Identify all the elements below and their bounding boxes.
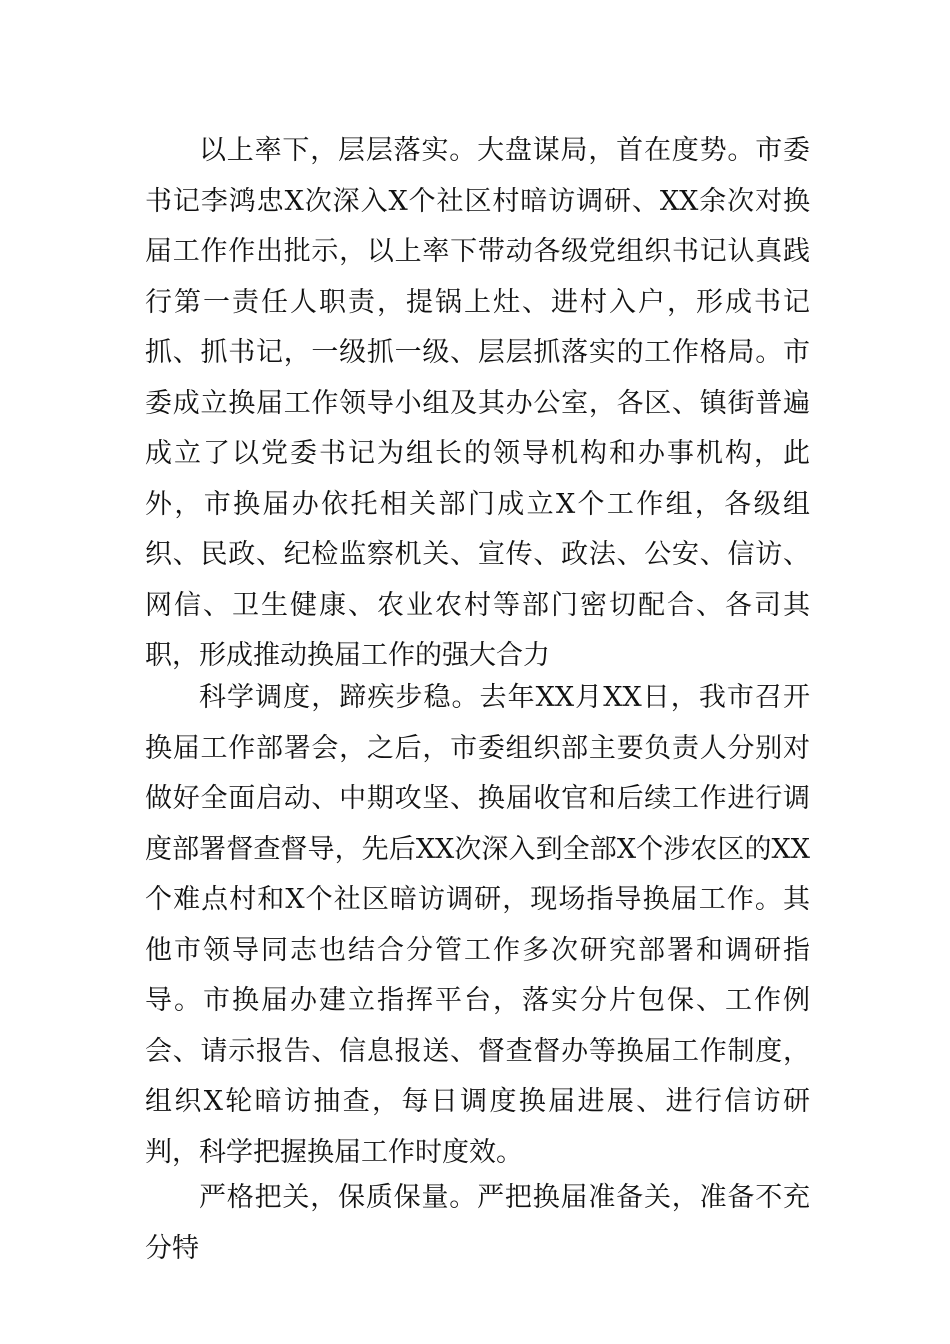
paragraph-leadership: 以上率下，层层落实。大盘谋局，首在度势。市委书记李鸿忠X次深入X个社区村暗访调研、XX余次对换届工作作出批示，以上率下带动各级党组织书记认真践行第一责任人职责，提锅上灶、进村入户，形成书记抓、抓书记，一级抓一级、层层抓落实的工作格局。市委成立换届工作领导小组及其办公室，各区、镇街普遍成立了以党委书记为组长的领导机构和办事机构，此外，市换届办依托相关部门成立X个工作组，各级组织、民政、纪检监察机关、宣传、政法、公安、信访、网信、卫生健康、农业农村等部门密切配合、各司其职，形成推动换届工作的强大合力: [145, 135, 810, 671]
paragraph-scheduling: 科学调度，蹄疾步稳。去年XX月XX日，我市召开换届工作部署会，之后，市委组织部主要负责人分别对做好全面启动、中期攻坚、换届收官和后续工作进行调度部署督查督导，先后XX次深入到全部X个涉农区的XX个难点村和X个社区暗访调研，现场指导换届工作。其他市领导同志也结合分管工作多次研究部署和调研指导。市换届办建立指挥平台，落实分片包保、工作例会、请示报告、信息报送、督查督办等换届工作制度，组织X轮暗访抽查，每日调度换届进展、进行信访研判，科学把握换届工作时度效。: [145, 682, 810, 1168]
paragraph-quality-control: 严格把关，保质保量。严把换届准备关，准备不充分特: [145, 1182, 810, 1264]
